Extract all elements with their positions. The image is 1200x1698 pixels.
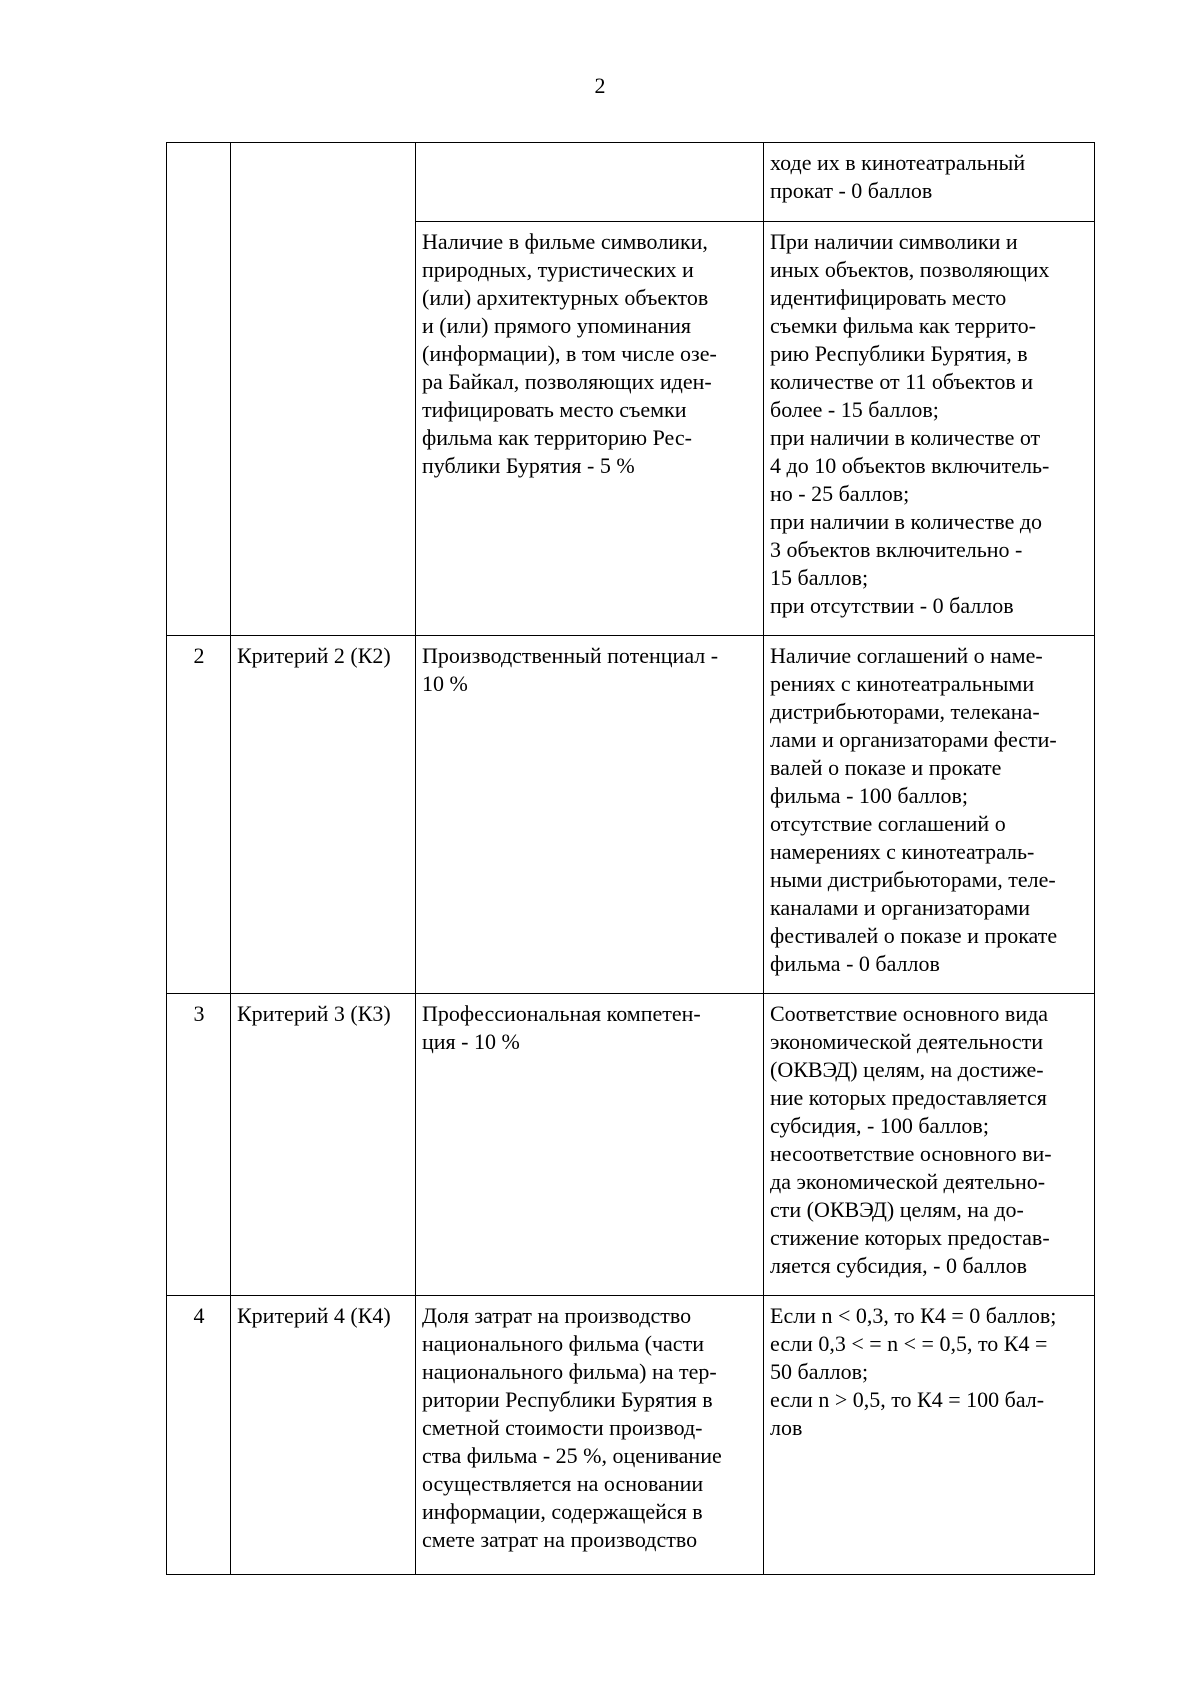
cell-text-line: дистрибьюторами, телекана- (770, 699, 1040, 724)
cell-text-line: 3 объектов включительно - (770, 537, 1023, 562)
table-row (167, 636, 1095, 994)
cell-text-line: Наличие в фильме символики, (422, 229, 708, 254)
cell-text-line: несоответствие основного ви- (770, 1141, 1052, 1166)
row-number-cell (167, 143, 231, 222)
table-row (167, 1296, 1095, 1575)
cell-text-line: да экономической деятельно- (770, 1169, 1046, 1194)
cell-text-line: рениях с кинотеатральными (770, 671, 1035, 696)
scoring-cell (764, 1296, 1095, 1575)
cell-text-line: съемки фильма как террито- (770, 313, 1036, 338)
cell-text-line: если 0,3 < = n < = 0,5, то К4 = (770, 1331, 1048, 1356)
indicator-cell (416, 994, 764, 1296)
indicator-cell (416, 1296, 764, 1575)
cell-text-line: сметной стоимости производ- (422, 1415, 703, 1440)
scoring-cell (764, 994, 1095, 1296)
cell-text-line: Наличие соглашений о наме- (770, 643, 1043, 668)
cell-text-line: лами и организаторами фести- (770, 727, 1057, 752)
cell-text-line: ритории Республики Бурятия в (422, 1387, 713, 1412)
cell-text-line: если n > 0,5, то К4 = 100 бал- (770, 1387, 1045, 1412)
scoring-cell (764, 636, 1095, 994)
cell-text-line: фильма как территорию Рес- (422, 425, 692, 450)
criterion-name-cell: Критерий 4 (К4) (231, 1296, 416, 1575)
cell-text-line: и (или) прямого упоминания (422, 313, 691, 338)
cell-text-line: 15 баллов; (770, 565, 869, 590)
cell-text-line: (ОКВЭД) целям, на достиже- (770, 1057, 1044, 1082)
criterion-name-cell: Критерий 3 (К3) (231, 994, 416, 1296)
cell-text-line: но - 25 баллов; (770, 481, 910, 506)
cell-text-line: при наличии в количестве от (770, 425, 1041, 450)
scoring-cell (764, 143, 1095, 222)
cell-text-line: смете затрат на производство (422, 1527, 698, 1552)
cell-text-line: осуществляется на основании (422, 1471, 704, 1496)
cell-text-line: ра Байкал, позволяющих иден- (422, 369, 712, 394)
cell-text-line: Соответствие основного вида (770, 1001, 1049, 1026)
row-number-cell: 2 (167, 636, 231, 994)
cell-text-line: ными дистрибьюторами, теле- (770, 867, 1056, 892)
cell-text-line: Производственный потенциал - (422, 643, 719, 668)
cell-text-line: природных, туристических и (422, 257, 694, 282)
table-row (167, 222, 1095, 636)
cell-text-line: 50 баллов; (770, 1359, 869, 1384)
cell-text-line: информации, содержащейся в (422, 1499, 703, 1524)
cell-text-line: (информации), в том числе озе- (422, 341, 717, 366)
cell-text-line: 10 % (422, 671, 468, 696)
cell-text-line: более - 15 баллов; (770, 397, 939, 422)
indicator-cell (416, 222, 764, 636)
cell-text-line: (или) архитектурных объектов (422, 285, 709, 310)
cell-text-line: 4 до 10 объектов включитель- (770, 453, 1050, 478)
cell-text-line: национального фильма (части (422, 1331, 704, 1356)
cell-text-line: экономической деятельности (770, 1029, 1043, 1054)
cell-text-line: фильма - 0 баллов (770, 951, 940, 976)
cell-text-line: национального фильма) на тер- (422, 1359, 717, 1384)
cell-text-line: При наличии символики и (770, 229, 1018, 254)
cell-text-line: Доля затрат на производство (422, 1303, 692, 1328)
cell-text-line: ние которых предоставляется (770, 1085, 1047, 1110)
cell-text-line: стижение которых предостав- (770, 1225, 1050, 1250)
cell-text-line: рию Республики Бурятия, в (770, 341, 1028, 366)
cell-text-line: тифицировать место съемки (422, 397, 687, 422)
criteria-table-body (167, 143, 1095, 1575)
cell-text-line: ства фильма - 25 %, оценивание (422, 1443, 722, 1468)
scoring-cell (764, 222, 1095, 636)
cell-text-line: при наличии в количестве до (770, 509, 1043, 534)
row-number-cell: 4 (167, 1296, 231, 1575)
cell-text-line: Если n < 0,3, то К4 = 0 баллов; (770, 1303, 1057, 1328)
cell-text-line: лов (770, 1415, 803, 1440)
criteria-table (166, 142, 1095, 1575)
page-number: 2 (594, 73, 606, 98)
indicator-cell (416, 636, 764, 994)
criterion-name-cell (231, 143, 416, 222)
cell-text-line: намерениях с кинотеатраль- (770, 839, 1035, 864)
cell-text-line: фестивалей о показе и прокате (770, 923, 1058, 948)
cell-text-line: ция - 10 % (422, 1029, 520, 1054)
table-row (167, 143, 1095, 222)
cell-text-line: публики Бурятия - 5 % (422, 453, 635, 478)
cell-text-line: сти (ОКВЭД) целям, на до- (770, 1197, 1024, 1222)
cell-text-line: ляется субсидия, - 0 баллов (770, 1253, 1027, 1278)
cell-text-line: иных объектов, позволяющих (770, 257, 1050, 282)
cell-text-line: идентифицировать место (770, 285, 1007, 310)
cell-text-line: субсидия, - 100 баллов; (770, 1113, 989, 1138)
cell-text-line: прокат - 0 баллов (770, 178, 933, 203)
cell-text-line: отсутствие соглашений о (770, 811, 1006, 836)
cell-text-line: валей о показе и прокате (770, 755, 1002, 780)
row-number-cell (167, 222, 231, 636)
table-row (167, 994, 1095, 1296)
criterion-name-cell: Критерий 2 (К2) (231, 636, 416, 994)
cell-text-line: фильма - 100 баллов; (770, 783, 969, 808)
cell-text-line: ходе их в кинотеатральный (770, 150, 1026, 175)
cell-text-line: каналами и организаторами (770, 895, 1031, 920)
indicator-cell (416, 143, 764, 222)
cell-text-line: количестве от 11 объектов и (770, 369, 1033, 394)
criterion-name-cell (231, 222, 416, 636)
row-number-cell: 3 (167, 994, 231, 1296)
cell-text-line: при отсутствии - 0 баллов (770, 593, 1014, 618)
cell-text-line: Профессиональная компетен- (422, 1001, 701, 1026)
